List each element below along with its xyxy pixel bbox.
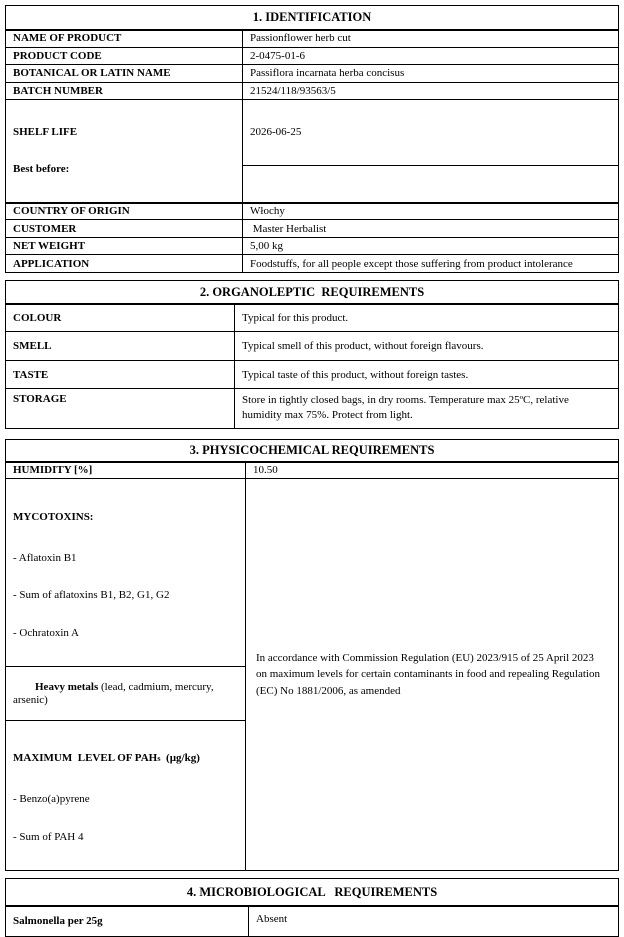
table-row [6,100,619,166]
table-row [6,462,619,479]
organoleptic-section-title: 2. ORGANOLEPTIC REQUIREMENTS [6,281,619,304]
shelf-life-value: 2026-06-25 [243,100,619,166]
table-row [6,65,619,83]
pah-item: - Sum of PAH 4 [13,831,84,843]
storage-label: STORAGE [6,389,235,429]
physicochemical-section-title: 3. PHYSICOCHEMICAL REQUIREMENTS [6,440,619,462]
table-row [6,304,619,332]
colour-label: COLOUR [6,304,235,332]
name-of-product-value: Passionflower herb cut [243,30,619,48]
customer-value: Master Herbalist [243,220,619,238]
heavy-metals-detail: (lead, cadmium, mercury, arsenic) [13,680,217,706]
humidity-label: HUMIDITY [%] [6,462,246,479]
salmonella-label: Salmonella per 25g [6,906,249,936]
heavy-metals-cell [6,667,246,721]
mycotoxins-heading: MYCOTOXINS: [13,510,94,523]
net-weight-label: NET WEIGHT [6,238,243,255]
taste-label: TASTE [6,361,235,389]
product-code-value: 2-0475-01-6 [243,48,619,65]
microbiological-table [5,878,619,937]
batch-number-value: 21524/118/93563/5 [243,83,619,100]
storage-value: Store in tightly closed bags, in dry rooms. Temperature max 25ºC, relative humidity max 75%. Protect from light. [235,389,619,429]
name-of-product-label: NAME OF PRODUCT [6,30,243,48]
botanical-name-label: BOTANICAL OR LATIN NAME [6,65,243,83]
humidity-value: 10.50 [246,462,619,479]
pah-heading: MAXIMUM LEVEL OF PAHs (µg/kg) [13,752,200,765]
table-row [6,389,619,429]
smell-value: Typical smell of this product, without foreign flavours. [235,332,619,361]
mycotoxins-cell [6,479,246,667]
pah-cell [6,720,246,870]
colour-value: Typical for this product. [235,304,619,332]
regulation-reference-cell: In accordance with Commission Regulation (EU) 2023/915 of 25 April 2023 on maximum levels for certain contaminants in food and repealing Regulation (EC) No 1881/2006, as amended [246,479,619,871]
customer-label: CUSTOMER [6,220,243,238]
table-row [6,203,619,220]
taste-value: Typical taste of this product, without foreign tastes. [235,361,619,389]
net-weight-value: 5,00 kg [243,238,619,255]
application-value: Foodstuffs, for all people except those suffering from product intolerance [243,255,619,273]
mycotoxin-item: - Ochratoxin A [13,627,79,640]
organoleptic-table [5,280,619,429]
shelf-life-label-line1: SHELF LIFE [13,126,78,139]
table-row [6,238,619,255]
pah-item: - Benzo(a)pyrene [13,793,90,806]
product-code-label: PRODUCT CODE [6,48,243,65]
application-label: APPLICATION [6,255,243,273]
table-row [6,332,619,361]
microbiological-section-title: 4. MICROBIOLOGICAL REQUIREMENTS [6,878,619,906]
identification-table [5,5,619,273]
mycotoxin-item: - Aflatoxin B1 [13,551,77,564]
batch-number-label: BATCH NUMBER [6,83,243,100]
table-row [6,83,619,100]
shelf-life-label [6,100,243,203]
botanical-name-value: Passiflora incarnata herba concisus [243,65,619,83]
country-of-origin-value: Włochy [243,203,619,220]
table-row [6,220,619,238]
table-row [6,906,619,936]
shelf-life-label-line2: Best before: [13,163,70,176]
salmonella-value: Absent [249,906,619,936]
physicochemical-table [5,439,619,871]
table-row [6,255,619,273]
smell-label: SMELL [6,332,235,361]
table-row [6,361,619,389]
table-row [6,30,619,48]
shelf-life-value-extra [243,166,619,203]
table-row [6,48,619,65]
table-row [6,479,619,667]
heavy-metals-label: Heavy metals [35,680,99,693]
mycotoxin-item: - Sum of aflatoxins B1, B2, G1, G2 [13,589,170,602]
identification-section-title: 1. IDENTIFICATION [6,6,619,30]
country-of-origin-label: COUNTRY OF ORIGIN [6,203,243,220]
